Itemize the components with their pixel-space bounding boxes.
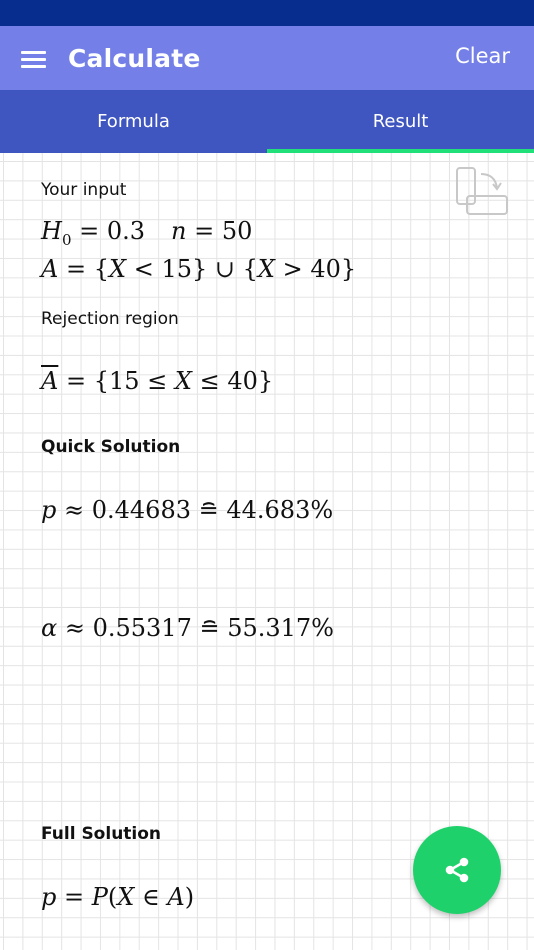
p-symbol: p (41, 883, 57, 911)
a-mid-1: < 15} ∪ { (126, 255, 258, 283)
a-mid-2: > 40} (274, 255, 357, 283)
n-value: = 50 (186, 217, 253, 245)
input-formula-h0-n (41, 217, 252, 249)
share-icon (442, 855, 472, 885)
tab-result[interactable]: Result (267, 90, 534, 153)
h-subscript: 0 (61, 231, 72, 249)
p-symbol: p (41, 496, 57, 524)
alpha-value: ≈ 0.55317 ≘ 55.317% (57, 614, 334, 642)
alpha-symbol: α (41, 614, 58, 642)
a-bar-symbol: $\overline{A}$ (41, 367, 59, 395)
quick-solution-heading: Quick Solution (41, 437, 181, 457)
a-rest: = { (58, 255, 109, 283)
p-result (41, 496, 333, 524)
full-solution-formula (41, 883, 194, 911)
rejection-rest-1: = {15 ≤ (58, 367, 175, 395)
rejection-rest-2: ≤ 40} (191, 367, 274, 395)
x-symbol: X (257, 255, 275, 283)
menu-icon-line (21, 65, 46, 68)
rotate-device-icon[interactable] (455, 166, 511, 218)
p-value: ≈ 0.44683 ≘ 44.683% (56, 496, 334, 524)
a-symbol: A (167, 883, 185, 911)
app-title: Calculate (68, 43, 201, 73)
h-value: = 0.3 (71, 217, 146, 245)
your-input-label: Your input (41, 180, 127, 200)
alpha-result (41, 614, 334, 642)
n-symbol: n (171, 217, 187, 245)
a-symbol: A (41, 255, 59, 283)
menu-icon-line (21, 58, 46, 61)
menu-icon-line (21, 51, 46, 54)
x-symbol: X (117, 883, 135, 911)
input-formula-a (41, 255, 356, 283)
tab-bar (0, 90, 534, 153)
app-bar (0, 26, 534, 90)
tab-formula[interactable]: Formula (97, 111, 170, 132)
rejection-region-label: Rejection region (41, 309, 179, 329)
rejection-formula (41, 367, 273, 395)
h-symbol: H (41, 217, 62, 245)
menu-icon[interactable] (21, 48, 47, 68)
clear-button[interactable]: Clear (455, 44, 510, 68)
equals: = (56, 883, 92, 911)
x-symbol: X (174, 367, 192, 395)
close-paren: ) (184, 883, 195, 911)
status-bar (0, 0, 534, 26)
share-button[interactable] (413, 826, 501, 914)
open-paren: ( (107, 883, 118, 911)
prob-symbol: P (91, 883, 108, 911)
element-of: ∈ (134, 883, 168, 911)
full-solution-heading: Full Solution (41, 824, 162, 844)
x-symbol: X (108, 255, 127, 283)
